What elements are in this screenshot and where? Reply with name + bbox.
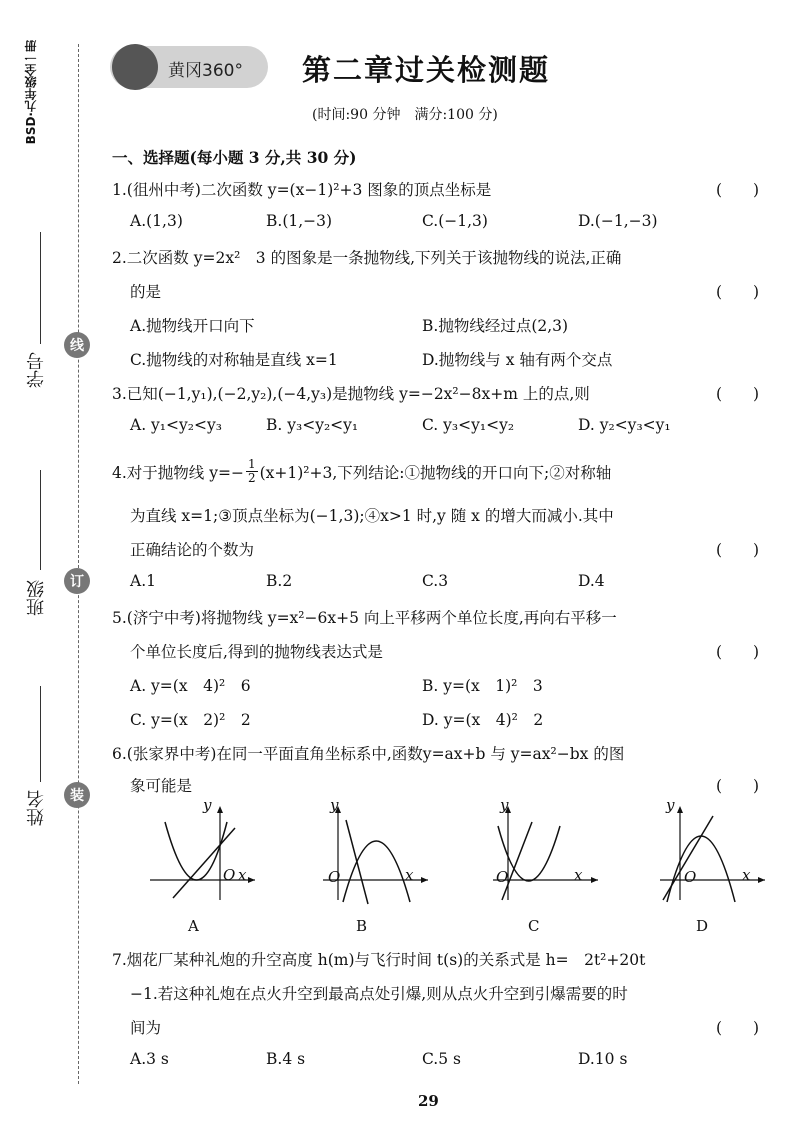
q1-stem: 1.(徂州中考)二次函数 y=(x−1)²+3 图象的顶点坐标是 bbox=[112, 181, 492, 199]
mark-xian: 线 bbox=[64, 332, 90, 358]
field-name: 姓名 bbox=[26, 790, 47, 826]
field-class: 班级 bbox=[26, 580, 47, 616]
graph-a bbox=[145, 800, 260, 910]
q5-option-c: C. y=(x 2)² 2 bbox=[130, 711, 251, 729]
q3-option-a: A. y₁<y₂<y₃ bbox=[130, 416, 222, 434]
q4-option-b: B.2 bbox=[266, 572, 293, 590]
graph-d-origin: O bbox=[684, 868, 697, 886]
graph-b-x: x bbox=[405, 866, 414, 884]
binding-margin bbox=[0, 0, 100, 1124]
q4-frac-den: 2 bbox=[247, 471, 256, 485]
q4-answer-blank: ( ) bbox=[716, 541, 760, 559]
q5-stem-1: 5.(济宁中考)将抛物线 y=x²−6x+5 向上平移两个单位长度,再向右平移一 bbox=[112, 609, 617, 627]
q1-answer-blank: ( ) bbox=[716, 181, 760, 199]
q6-stem-1: 6.(张家界中考)在同一平面直角坐标系中,函数y=ax+b 与 y=ax²−bx 的图 bbox=[112, 745, 625, 763]
q7-option-a: A.3 s bbox=[130, 1050, 169, 1068]
q3-option-c: C. y₃<y₁<y₂ bbox=[422, 416, 515, 434]
field-student-number: 学号 bbox=[26, 352, 47, 388]
field-line-student-number bbox=[40, 232, 41, 344]
mark-ding: 订 bbox=[64, 568, 90, 594]
q7-stem-2: −1.若这种礼炮在点火升空到最高点处引爆,则从点火升空到引爆需要的时 bbox=[130, 985, 628, 1003]
q2-option-a: A.抛物线开口向下 bbox=[130, 317, 255, 335]
q3-stem: 3.已知(−1,y₁),(−2,y₂),(−4,y₃)是抛物线 y=−2x²−8x+m 上的点,则 bbox=[112, 385, 590, 403]
graph-d-label: D bbox=[696, 917, 709, 935]
graph-a-y: y bbox=[203, 796, 212, 814]
q7-stem-3: 间为 bbox=[130, 1019, 162, 1037]
q7-stem-1: 7.烟花厂某种礼炮的升空高度 h(m)与飞行时间 t(s)的关系式是 h= 2t²+20t bbox=[112, 951, 646, 969]
graph-c-origin: O bbox=[496, 868, 509, 886]
q4-stem-1 bbox=[112, 458, 611, 485]
q5-stem-2: 个单位长度后,得到的抛物线表达式是 bbox=[130, 643, 383, 661]
time-and-score: (时间:90 分钟 满分:100 分) bbox=[312, 107, 498, 123]
graph-c bbox=[488, 800, 603, 910]
q3-answer-blank: ( ) bbox=[716, 385, 760, 403]
page-title: 第二章过关检测题 bbox=[302, 53, 551, 87]
graph-b bbox=[318, 800, 433, 910]
q4-stem-3: 正确结论的个数为 bbox=[130, 541, 255, 559]
q4-option-d: D.4 bbox=[578, 572, 605, 590]
q7-answer-blank: ( ) bbox=[716, 1019, 760, 1037]
series-label: BSD·九年级全一册 bbox=[24, 40, 38, 145]
graph-d bbox=[655, 800, 770, 910]
q2-option-b: B.抛物线经过点(2,3) bbox=[422, 317, 569, 335]
graph-a-x: x bbox=[238, 866, 247, 884]
q5-option-b: B. y=(x 1)² 3 bbox=[422, 677, 543, 695]
q7-option-c: C.5 s bbox=[422, 1050, 461, 1068]
q1-option-a: A.(1,3) bbox=[130, 212, 183, 230]
graph-b-origin: O bbox=[328, 868, 341, 886]
q7-option-b: B.4 s bbox=[266, 1050, 306, 1068]
graph-a-origin: O bbox=[223, 866, 236, 884]
q5-option-a: A. y=(x 4)² 6 bbox=[130, 677, 251, 695]
q2-option-c: C.抛物线的对称轴是直线 x=1 bbox=[130, 351, 338, 369]
q4-stem-1a: 4.对于抛物线 y=− bbox=[112, 463, 244, 482]
graph-c-label: C bbox=[528, 917, 540, 935]
q5-option-d: D. y=(x 4)² 2 bbox=[422, 711, 544, 729]
q7-option-d: D.10 s bbox=[578, 1050, 628, 1068]
q4-stem-2: 为直线 x=1;③顶点坐标为(−1,3);④x>1 时,y 随 x 的增大而减小.其中 bbox=[130, 507, 614, 525]
section-heading: 一、选择题(每小题 3 分,共 30 分) bbox=[112, 148, 357, 167]
page-number: 29 bbox=[418, 1092, 439, 1110]
field-line-name bbox=[40, 686, 41, 782]
mark-zhuang: 装 bbox=[64, 782, 90, 808]
q2-stem-2: 的是 bbox=[130, 283, 162, 301]
q2-stem-1: 2.二次函数 y=2x² 3 的图象是一条抛物线,下列关于该抛物线的说法,正确 bbox=[112, 249, 622, 267]
graph-c-x: x bbox=[574, 866, 583, 884]
field-line-class bbox=[40, 470, 41, 570]
q3-option-d: D. y₂<y₃<y₁ bbox=[578, 416, 671, 434]
q6-stem-2: 象可能是 bbox=[130, 777, 193, 795]
q2-option-d: D.抛物线与 x 轴有两个交点 bbox=[422, 351, 613, 369]
graph-d-y: y bbox=[666, 796, 675, 814]
graph-b-y: y bbox=[330, 796, 339, 814]
q4-stem-1b: (x+1)²+3,下列结论:①抛物线的开口向下;②对称轴 bbox=[259, 463, 612, 482]
q4-option-a: A.1 bbox=[130, 572, 156, 590]
q1-option-d: D.(−1,−3) bbox=[578, 212, 658, 230]
q4-frac-num: 1 bbox=[247, 457, 256, 471]
graph-d-x: x bbox=[742, 866, 751, 884]
q4-fraction bbox=[246, 458, 258, 485]
q1-option-c: C.(−1,3) bbox=[422, 212, 488, 230]
q4-option-c: C.3 bbox=[422, 572, 449, 590]
q3-option-b: B. y₃<y₂<y₁ bbox=[266, 416, 359, 434]
q2-answer-blank: ( ) bbox=[716, 283, 760, 301]
cut-line bbox=[78, 44, 79, 1084]
graph-a-label: A bbox=[188, 917, 199, 935]
brand-text: 黄冈360° bbox=[168, 61, 243, 81]
q1-option-b: B.(1,−3) bbox=[266, 212, 333, 230]
q6-answer-blank: ( ) bbox=[716, 777, 760, 795]
graph-c-y: y bbox=[500, 796, 509, 814]
q5-answer-blank: ( ) bbox=[716, 643, 760, 661]
graph-b-label: B bbox=[356, 917, 368, 935]
mascot-icon bbox=[112, 44, 158, 90]
